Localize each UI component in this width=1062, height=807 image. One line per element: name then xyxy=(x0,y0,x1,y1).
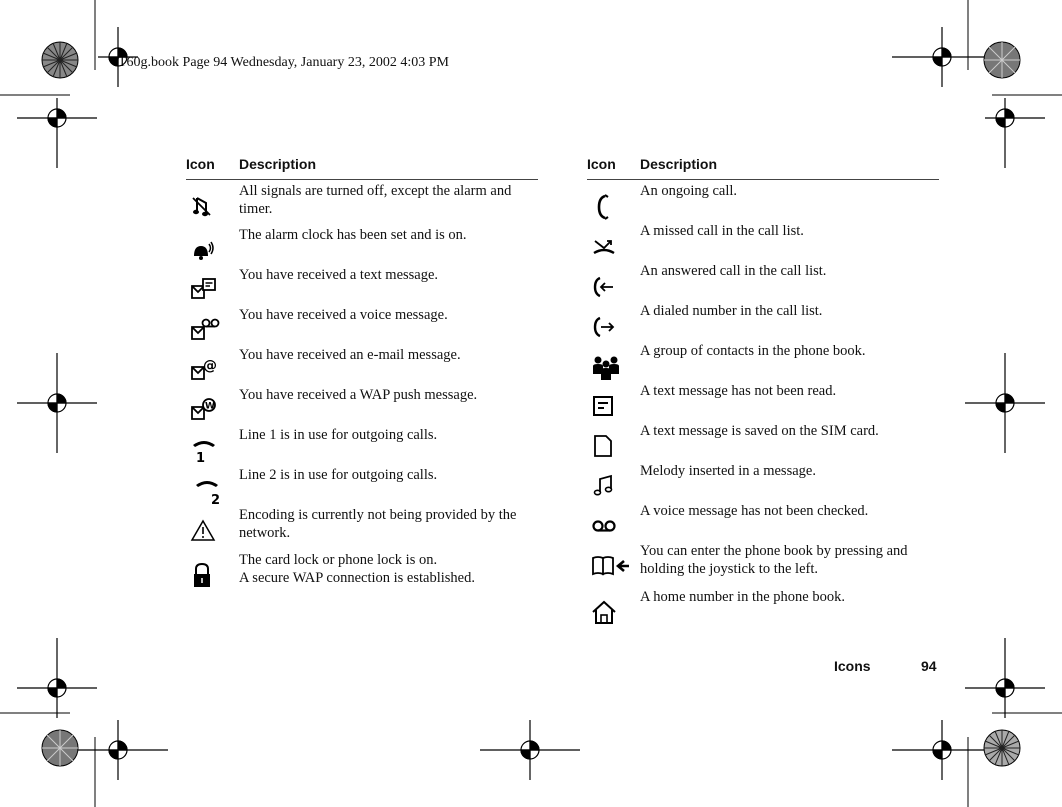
table-row xyxy=(587,500,939,540)
description-text: You have received a WAP push message. xyxy=(239,387,478,403)
description-column-header: Description xyxy=(239,156,317,172)
description-text: You can enter the phone book by pressing and holding the joystick to the left. xyxy=(640,543,908,577)
icon-table-left xyxy=(186,152,538,593)
table-row xyxy=(587,420,939,460)
padlock-icon xyxy=(190,563,214,589)
table-row xyxy=(587,260,939,300)
table-row xyxy=(587,220,939,260)
table-row xyxy=(186,549,538,593)
table-row xyxy=(186,384,538,424)
table-row xyxy=(587,586,939,626)
svg-text:@: @ xyxy=(203,358,217,374)
unread-message-icon xyxy=(591,394,615,418)
alarm-bell-icon xyxy=(190,238,214,262)
sim-message-icon xyxy=(591,434,615,458)
print-header-line: T60g.book Page 94 Wednesday, January 23, 2002 4:03 PM xyxy=(118,55,449,70)
description-text: Encoding is currently not being provided by the network. xyxy=(239,507,517,541)
description-text: A dialed number in the call list. xyxy=(640,303,823,319)
description-text: An answered call in the call list. xyxy=(640,263,827,279)
description-text: Line 2 is in use for outgoing calls. xyxy=(239,467,438,483)
warning-triangle-icon xyxy=(190,518,216,542)
footer-section-title: Icons xyxy=(834,658,871,674)
home-icon xyxy=(591,600,617,626)
answered-call-icon xyxy=(591,274,617,300)
svg-text:1: 1 xyxy=(196,451,206,464)
table-row xyxy=(186,180,538,224)
table-header xyxy=(186,152,538,180)
description-text: An ongoing call. xyxy=(640,183,738,199)
description-text: A home number in the phone book. xyxy=(640,589,845,605)
description-text: The card lock or phone lock is on. A secure WAP connection is established. xyxy=(239,552,475,586)
table-row xyxy=(186,344,538,384)
wap-push-icon xyxy=(190,398,218,422)
table-header xyxy=(587,152,939,180)
svg-text:W: W xyxy=(205,401,215,412)
table-row xyxy=(587,460,939,500)
description-text: All signals are turned off, except the alarm and timer. xyxy=(239,183,512,217)
icon-table-right xyxy=(587,152,939,626)
table-row xyxy=(186,304,538,344)
description-text: A voice message has not been checked. xyxy=(640,503,869,519)
table-row xyxy=(186,224,538,264)
table-row xyxy=(587,300,939,340)
description-text: A text message has not been read. xyxy=(640,383,837,399)
table-row xyxy=(186,504,538,549)
description-text: Line 1 is in use for outgoing calls. xyxy=(239,427,438,443)
phonebook-left-icon xyxy=(591,554,631,578)
description-text: You have received a voice message. xyxy=(239,307,448,323)
ongoing-call-icon xyxy=(591,194,617,220)
melody-icon xyxy=(591,474,615,498)
table-row xyxy=(186,464,538,504)
description-text: A text message is saved on the SIM card. xyxy=(640,423,879,439)
description-text: The alarm clock has been set and is on. xyxy=(239,227,467,243)
voice-message-received-icon xyxy=(190,318,220,342)
text-message-received-icon xyxy=(190,278,218,302)
icon-column-header: Icon xyxy=(186,156,215,172)
description-column-header: Description xyxy=(640,156,718,172)
table-row xyxy=(587,340,939,380)
page-number: 94 xyxy=(921,658,937,674)
email-received-icon xyxy=(190,358,218,382)
description-text: Melody inserted in a message. xyxy=(640,463,816,479)
table-row xyxy=(186,424,538,464)
table-row xyxy=(587,380,939,420)
missed-call-icon xyxy=(591,234,617,258)
contact-group-icon xyxy=(591,354,621,382)
voicemail-unchecked-icon xyxy=(591,514,617,538)
svg-text:2: 2 xyxy=(211,493,221,506)
silent-bell-icon xyxy=(190,194,214,218)
line-1-icon xyxy=(190,438,218,464)
description-text: A group of contacts in the phone book. xyxy=(640,343,866,359)
dialed-number-icon xyxy=(591,314,617,340)
description-text: A missed call in the call list. xyxy=(640,223,804,239)
table-row xyxy=(587,540,939,586)
line-2-icon xyxy=(190,478,222,506)
table-row xyxy=(587,180,939,220)
description-text: You have received a text message. xyxy=(239,267,439,283)
table-row xyxy=(186,264,538,304)
description-text: You have received an e-mail message. xyxy=(239,347,461,363)
icon-column-header: Icon xyxy=(587,156,616,172)
